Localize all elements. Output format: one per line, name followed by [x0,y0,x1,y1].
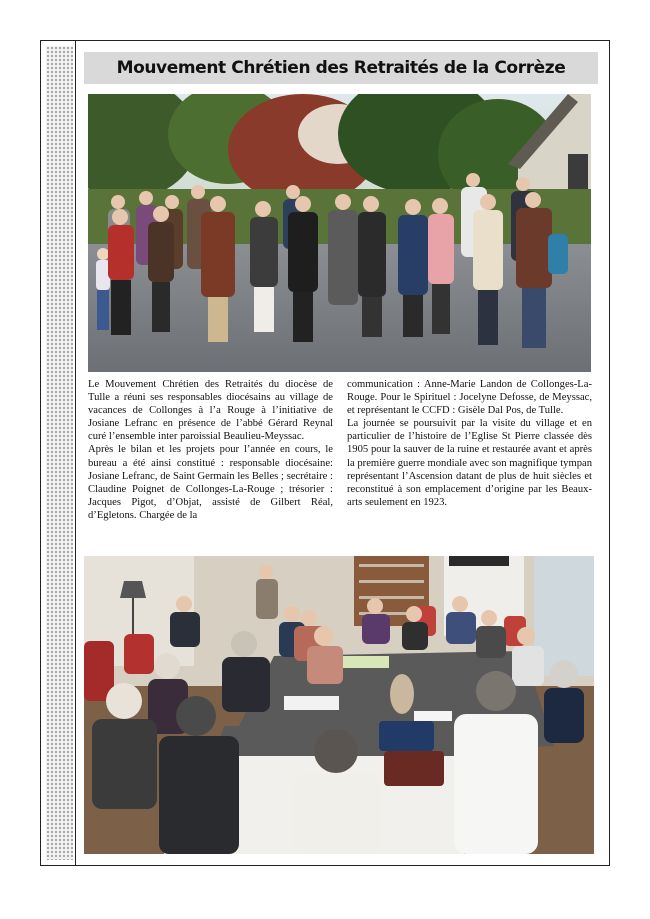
meeting-photo-illustration [84,556,594,854]
article-column-left [88,378,333,548]
article-paragraph: La journée se poursuivit par la visite du village et en particulier de l’histoire de l’Eglise St Pierre classée dès 1905 pour la sauver de la ruine et restaurée avant et après la première guerre mondiale avec son magnifique tympan représentant l’Ascension datant de plus de huit siècles et reconstitué à son emplacement d’origine par les Beaux-arts seulement en 1923. [347,418,592,508]
group-photo-illustration [88,94,591,372]
article-body [88,378,592,548]
article-paragraph: communication : Anne-Marie Landon de Collonges-La-Rouge. Pour le Spirituel : Jocelyne Defosse, de Meyssac, et représentant le CCFD : Gisèle Dal Pos, de Tulle. [347,379,592,417]
title-bar [84,52,598,84]
group-photo-outdoor [88,94,591,372]
article-paragraph: Après le bilan et les projets pour l’année en cours, le bureau a été ainsi constitué : responsable diocésaine: Josiane Lefranc, de Saint Germain les Belles ; secrétaire : Claudine Poignet de Collonges-La-Rouge ; trésorier : Jacques Pigot, d’Objat, assisté de Gilbert Réal, d’Egletons. Chargée de la [88,444,333,521]
strip-divider [75,40,76,866]
article-column-right [347,378,592,548]
article-paragraph: Le Mouvement Chrétien des Retraités du diocèse de Tulle a réuni ses responsables diocésains au village de vacances de Collonges à l’a Rouge à l’initiative de Josiane Lefranc en présence de l’abbé Gérard Reynal curé l’ensemble inter paroissial Beaulieu-Meyssac. [88,379,333,443]
page-title: Mouvement Chrétien des Retraités de la Corrèze [116,58,566,78]
meeting-photo-indoor [84,556,594,854]
decorative-dotted-strip [46,46,73,860]
